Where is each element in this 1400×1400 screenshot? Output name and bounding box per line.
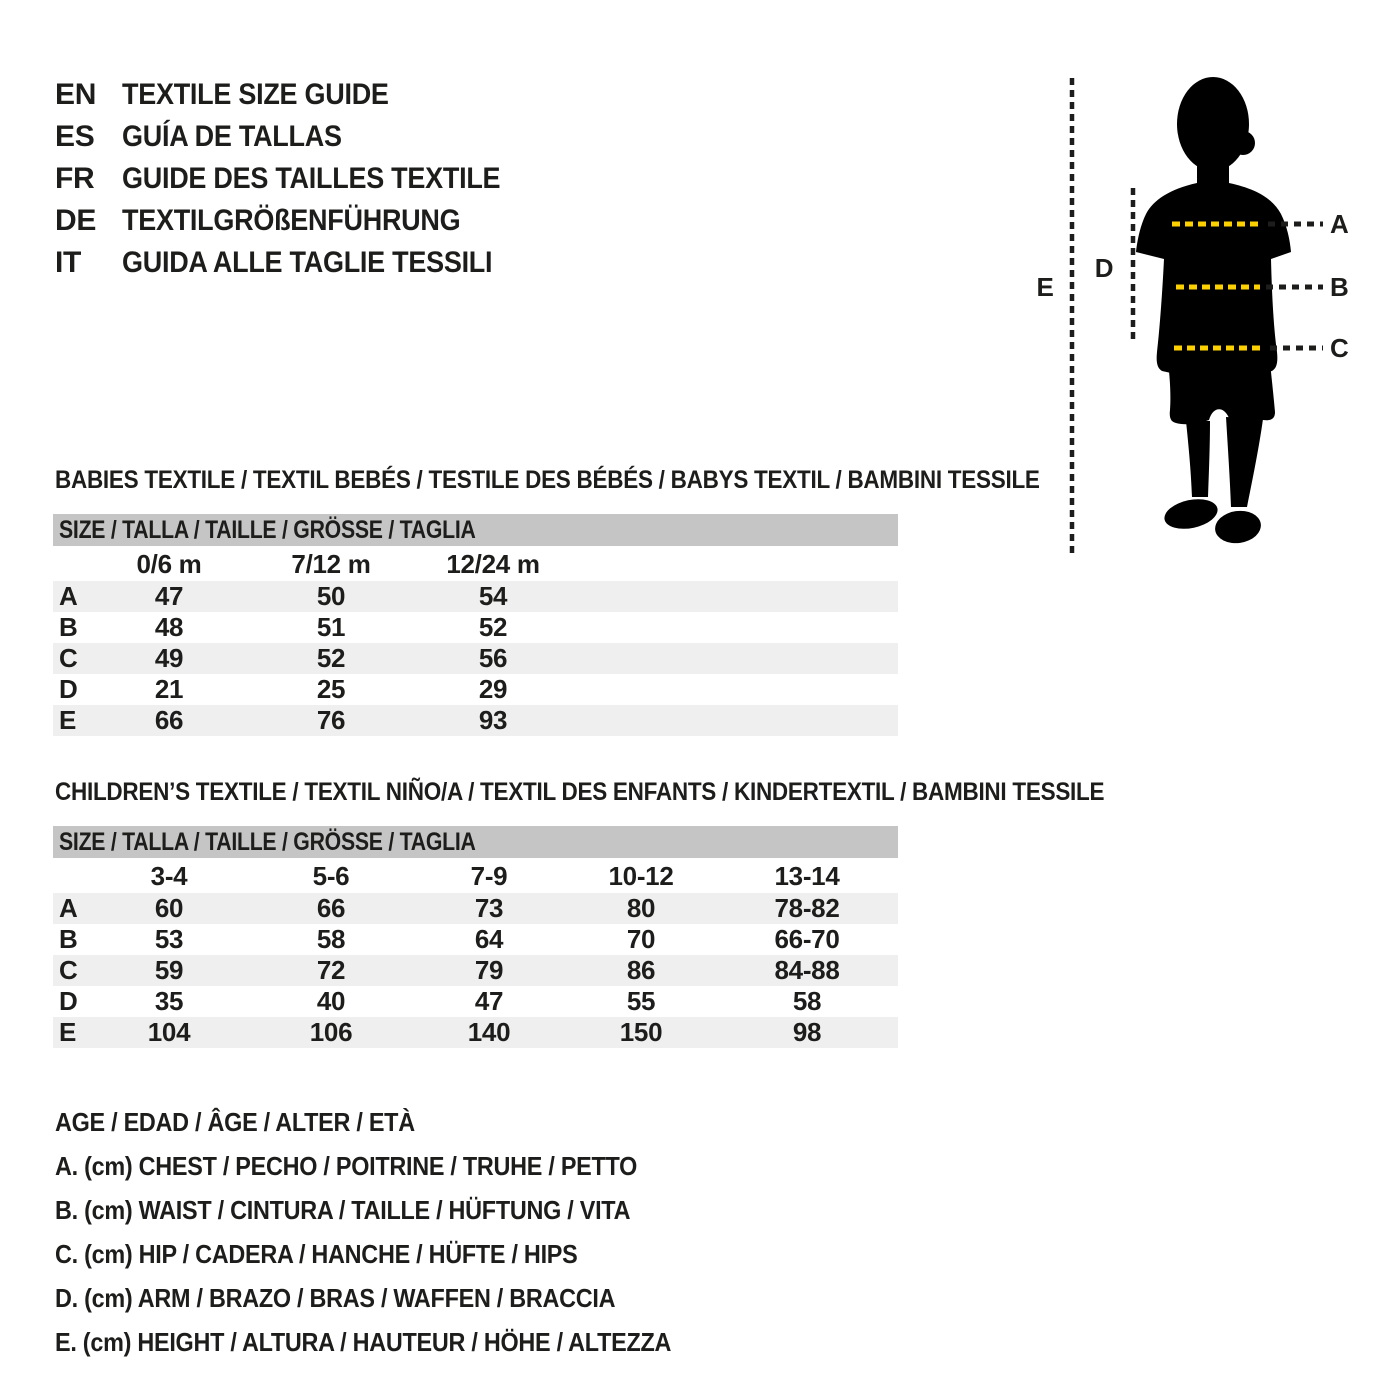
language-code: IT bbox=[55, 246, 82, 279]
cell: 21 bbox=[154, 674, 184, 704]
language-code: FR bbox=[55, 162, 95, 195]
empty-cell bbox=[574, 643, 898, 674]
language-title: GUIDE DES TAILLES TEXTILE bbox=[122, 162, 501, 195]
empty-cell bbox=[574, 705, 898, 736]
cell: 47 bbox=[154, 581, 184, 611]
empty-cell bbox=[53, 546, 88, 582]
empty-cell bbox=[574, 612, 898, 643]
cell: 54 bbox=[478, 581, 508, 611]
silhouette-left-leg bbox=[1186, 421, 1210, 497]
cell: 47 bbox=[474, 986, 504, 1016]
language-code: DE bbox=[55, 204, 97, 237]
legend-item-height: E. (cm) HEIGHT / ALTURA / HAUTEUR / HÖHE / ALTEZZA bbox=[55, 1327, 672, 1357]
language-row bbox=[55, 242, 542, 284]
table-row bbox=[53, 893, 898, 924]
babies-section-title-text: BABIES TEXTILE / TEXTIL BEBÉS / TESTILE DES BÉBÉS / BABYS TEXTIL / BAMBINI TESSILE bbox=[55, 466, 1040, 494]
measurement-legend bbox=[55, 1100, 740, 1364]
language-code: EN bbox=[55, 78, 97, 111]
cell: 48 bbox=[154, 612, 184, 642]
cell: 49 bbox=[154, 643, 184, 673]
babies-column-header-row bbox=[53, 546, 898, 581]
cell: 66 bbox=[154, 705, 184, 735]
column-header: 7/12 m bbox=[291, 549, 371, 579]
cell: 58 bbox=[792, 986, 822, 1016]
children-table-header-text: SIZE / TALLA / TAILLE / GRÖSSE / TAGLIA bbox=[59, 828, 476, 856]
cell: 93 bbox=[478, 705, 508, 735]
cell: 64 bbox=[474, 924, 504, 954]
language-row bbox=[55, 74, 542, 116]
cell: 58 bbox=[316, 924, 346, 954]
table-row bbox=[53, 612, 898, 643]
empty-cell bbox=[53, 858, 88, 894]
cell: 78-82 bbox=[774, 893, 840, 923]
label-arm-d: D bbox=[1094, 253, 1114, 283]
table-row bbox=[53, 581, 898, 612]
table-row bbox=[53, 924, 898, 955]
legend-item-hip: C. (cm) HIP / CADERA / HANCHE / HÜFTE / HIPS bbox=[55, 1239, 578, 1269]
cell: 52 bbox=[478, 612, 508, 642]
label-hip-c: C bbox=[1330, 333, 1349, 363]
cell: 70 bbox=[626, 924, 656, 954]
cell: 84-88 bbox=[774, 955, 840, 985]
legend-title-text: AGE / EDAD / ÂGE / ALTER / ETÀ bbox=[55, 1107, 415, 1137]
cell: 25 bbox=[316, 674, 346, 704]
legend-item bbox=[55, 1320, 740, 1364]
row-label: C bbox=[59, 955, 78, 985]
cell: 66-70 bbox=[774, 924, 840, 954]
cell: 35 bbox=[154, 986, 184, 1016]
column-header: 10-12 bbox=[608, 861, 674, 891]
babies-section-title bbox=[55, 466, 1149, 494]
legend-title bbox=[55, 1100, 740, 1144]
column-header: 12/24 m bbox=[446, 549, 540, 579]
babies-table-header bbox=[53, 514, 898, 546]
silhouette-hair bbox=[1231, 131, 1255, 155]
language-row bbox=[55, 158, 542, 200]
silhouette-right-shoe bbox=[1213, 508, 1263, 546]
language-title: GUÍA DE TALLAS bbox=[122, 120, 342, 153]
cell: 72 bbox=[316, 955, 346, 985]
row-label: B bbox=[59, 924, 78, 954]
cell: 40 bbox=[316, 986, 346, 1016]
row-label: E bbox=[59, 1017, 77, 1047]
silhouette-neck bbox=[1197, 150, 1229, 188]
babies-table-header-text: SIZE / TALLA / TAILLE / GRÖSSE / TAGLIA bbox=[59, 516, 476, 544]
column-header: 13-14 bbox=[774, 861, 840, 891]
cell: 66 bbox=[316, 893, 346, 923]
language-title: TEXTILE SIZE GUIDE bbox=[122, 78, 389, 111]
cell: 80 bbox=[626, 893, 656, 923]
table-row bbox=[53, 674, 898, 705]
legend-item-waist: B. (cm) WAIST / CINTURA / TAILLE / HÜFTUNG / VITA bbox=[55, 1195, 631, 1225]
legend-item bbox=[55, 1144, 740, 1188]
cell: 98 bbox=[792, 1017, 822, 1047]
language-code: ES bbox=[55, 120, 95, 153]
legend-item-arm: D. (cm) ARM / BRAZO / BRAS / WAFFEN / BRACCIA bbox=[55, 1283, 616, 1313]
cell: 56 bbox=[478, 643, 508, 673]
legend-item-chest: A. (cm) CHEST / PECHO / POITRINE / TRUHE / PETTO bbox=[55, 1151, 638, 1181]
cell: 55 bbox=[626, 986, 656, 1016]
children-table-header bbox=[53, 826, 898, 858]
column-header: 3-4 bbox=[150, 861, 188, 891]
label-height-e: E bbox=[1036, 272, 1054, 302]
empty-cell bbox=[574, 674, 898, 705]
empty-cell bbox=[574, 581, 898, 612]
babies-size-table bbox=[53, 514, 898, 736]
row-label: C bbox=[59, 643, 78, 673]
empty-cell bbox=[574, 546, 898, 582]
cell: 86 bbox=[626, 955, 656, 985]
cell: 29 bbox=[478, 674, 508, 704]
language-title-block bbox=[55, 74, 542, 284]
cell: 50 bbox=[316, 581, 346, 611]
children-column-header-row bbox=[53, 858, 898, 893]
language-title: TEXTILGRÖßENFÜHRUNG bbox=[122, 204, 461, 237]
cell: 59 bbox=[154, 955, 184, 985]
row-label: E bbox=[59, 705, 77, 735]
legend-item bbox=[55, 1188, 740, 1232]
table-row bbox=[53, 705, 898, 736]
cell: 60 bbox=[154, 893, 184, 923]
label-waist-b: B bbox=[1330, 272, 1349, 302]
children-size-table bbox=[53, 826, 898, 1048]
language-row bbox=[55, 116, 542, 158]
legend-item bbox=[55, 1276, 740, 1320]
cell: 106 bbox=[309, 1017, 353, 1047]
table-row bbox=[53, 643, 898, 674]
cell: 53 bbox=[154, 924, 184, 954]
row-label: B bbox=[59, 612, 78, 642]
silhouette-shorts bbox=[1168, 362, 1275, 424]
legend-item bbox=[55, 1232, 740, 1276]
language-title: GUIDA ALLE TAGLIE TESSILI bbox=[122, 246, 493, 279]
cell: 140 bbox=[467, 1017, 511, 1047]
silhouette-head bbox=[1177, 77, 1249, 171]
row-label: A bbox=[59, 893, 78, 923]
silhouette-left-shoe bbox=[1162, 495, 1221, 534]
children-section-title bbox=[55, 778, 1221, 806]
children-section-title-text: CHILDREN’S TEXTILE / TEXTIL NIÑO/A / TEXTIL DES ENFANTS / KINDERTEXTIL / BAMBINI TESSILE bbox=[55, 778, 1105, 806]
table-row bbox=[53, 1017, 898, 1048]
row-label: D bbox=[59, 986, 78, 1016]
child-silhouette-icon bbox=[1136, 77, 1291, 546]
column-header: 5-6 bbox=[312, 861, 350, 891]
column-header: 0/6 m bbox=[136, 549, 202, 579]
cell: 52 bbox=[316, 643, 346, 673]
cell: 104 bbox=[147, 1017, 191, 1047]
cell: 73 bbox=[474, 893, 504, 923]
row-label: D bbox=[59, 674, 78, 704]
silhouette-right-leg bbox=[1226, 417, 1263, 507]
label-chest-a: A bbox=[1330, 209, 1349, 239]
table-row bbox=[53, 955, 898, 986]
language-row bbox=[55, 200, 542, 242]
silhouette-shirt bbox=[1136, 183, 1291, 373]
column-header: 7-9 bbox=[470, 861, 508, 891]
cell: 150 bbox=[619, 1017, 663, 1047]
table-row bbox=[53, 986, 898, 1017]
cell: 79 bbox=[474, 955, 504, 985]
cell: 76 bbox=[316, 705, 346, 735]
row-label: A bbox=[59, 581, 78, 611]
cell: 51 bbox=[316, 612, 346, 642]
